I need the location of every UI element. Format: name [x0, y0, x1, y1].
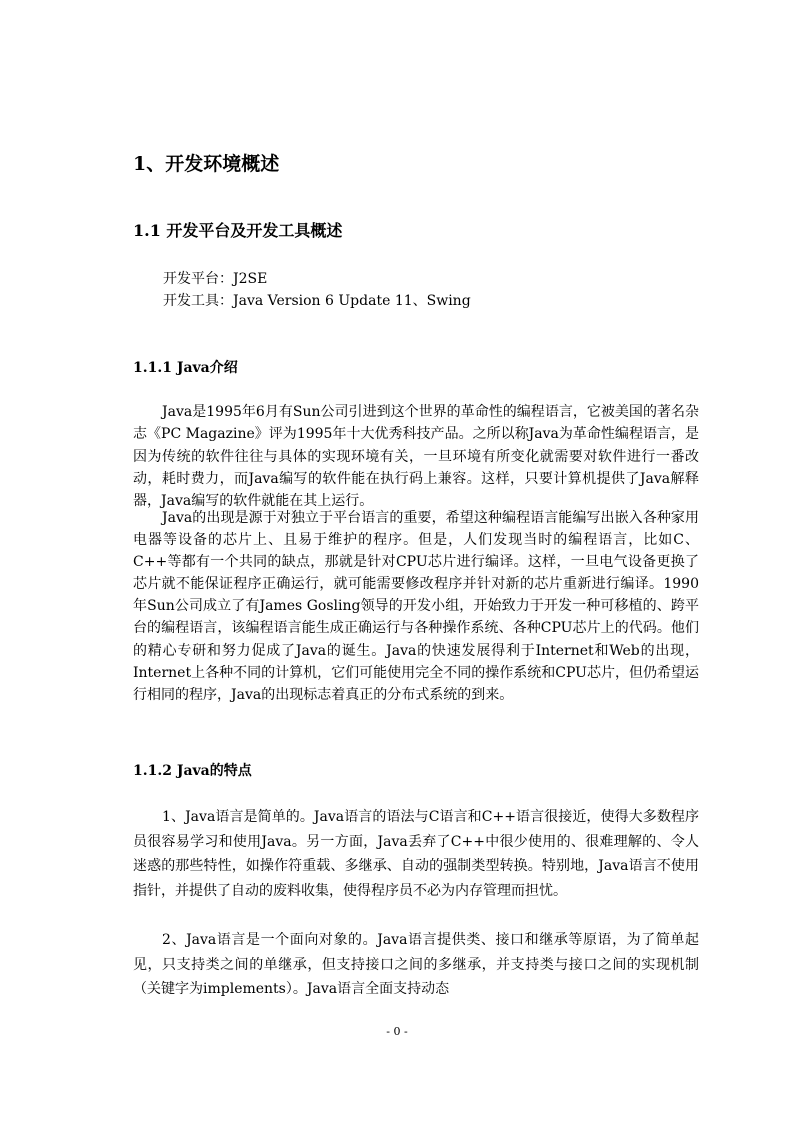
java-intro-paragraph-1: Java是1995年6月有Sun公司引进到这个世界的革命性的编程语言，它被美国的著名杂志《PC Magazine》评为1995年十大优秀科技产品。之所以称Java为革命性编程语言，是因为传统的软件往往与具体的实现环境有关，一旦环境有所变化就需要对软件进行一番改动，耗时费力，而Java编写的软件能在执行码上兼容。这样，只要计算机提供了Java解释器，Java编写的软件就能在其上运行。 [133, 404, 699, 510]
java-features-paragraph-2: 2、Java语言是一个面向对象的。Java语言提供类、接口和继承等原语，为了简单起见，只支持类之间的单继承，但支持接口之间的多继承，并支持类与接口之间的实现机制（关键字为implements）。Java语言全面支持动态 [133, 932, 699, 997]
section-heading-1-1-1: 1.1.1 Java介绍 [133, 360, 238, 376]
chapter-heading: 1、开发环境概述 [133, 153, 280, 175]
java-features-paragraph-1: 1、Java语言是简单的。Java语言的语法与C语言和C++语言很接近，使得大多数程序员很容易学习和使用Java。另一方面，Java丢弃了C++中很少使用的、很难理解的、令人迷惑的那些特性，如操作符重载、多继承、自动的强制类型转换。特别地，Java语言不使用指针，并提供了自动的废料收集，使得程序员不必为内存管理而担忧。 [133, 809, 699, 899]
dev-tools-line: 开发工具：Java Version 6 Update 11、Swing [163, 293, 471, 309]
page-number: - 0 - [386, 1025, 408, 1038]
section-heading-1-1-2: 1.1.2 Java的特点 [133, 763, 252, 779]
dev-platform-line: 开发平台：J2SE [163, 271, 268, 287]
java-intro-paragraph-2: Java的出现是源于对独立于平台语言的重要，希望这种编程语言能编写出嵌入各种家用电器等设备的芯片上、且易于维护的程序。但是，人们发现当时的编程语言，比如C、C++等都有一个共同的缺点，那就是针对CPU芯片进行编译。这样，一旦电气设备更换了芯片就不能保证程序正确运行，就可能需要修改程序并针对新的芯片重新进行编译。1990年Sun公司成立了有James Gosling领导的开发小组，开始致力于开发一种可移植的、跨平台的编程语言，该编程语言能生成正确运行与各种操作系统、各种CPU芯片上的代码。他们的精心专研和努力促成了Java的诞生。Java的快速发展得利于Internet和Web的出现，Internet上各种不同的计算机，它们可能使用完全不同的操作系统和CPU芯片，但仍希望运行相同的程序，Java的出现标志着真正的分布式系统的到来。 [133, 510, 699, 703]
section-heading-1-1: 1.1 开发平台及开发工具概述 [133, 221, 343, 240]
